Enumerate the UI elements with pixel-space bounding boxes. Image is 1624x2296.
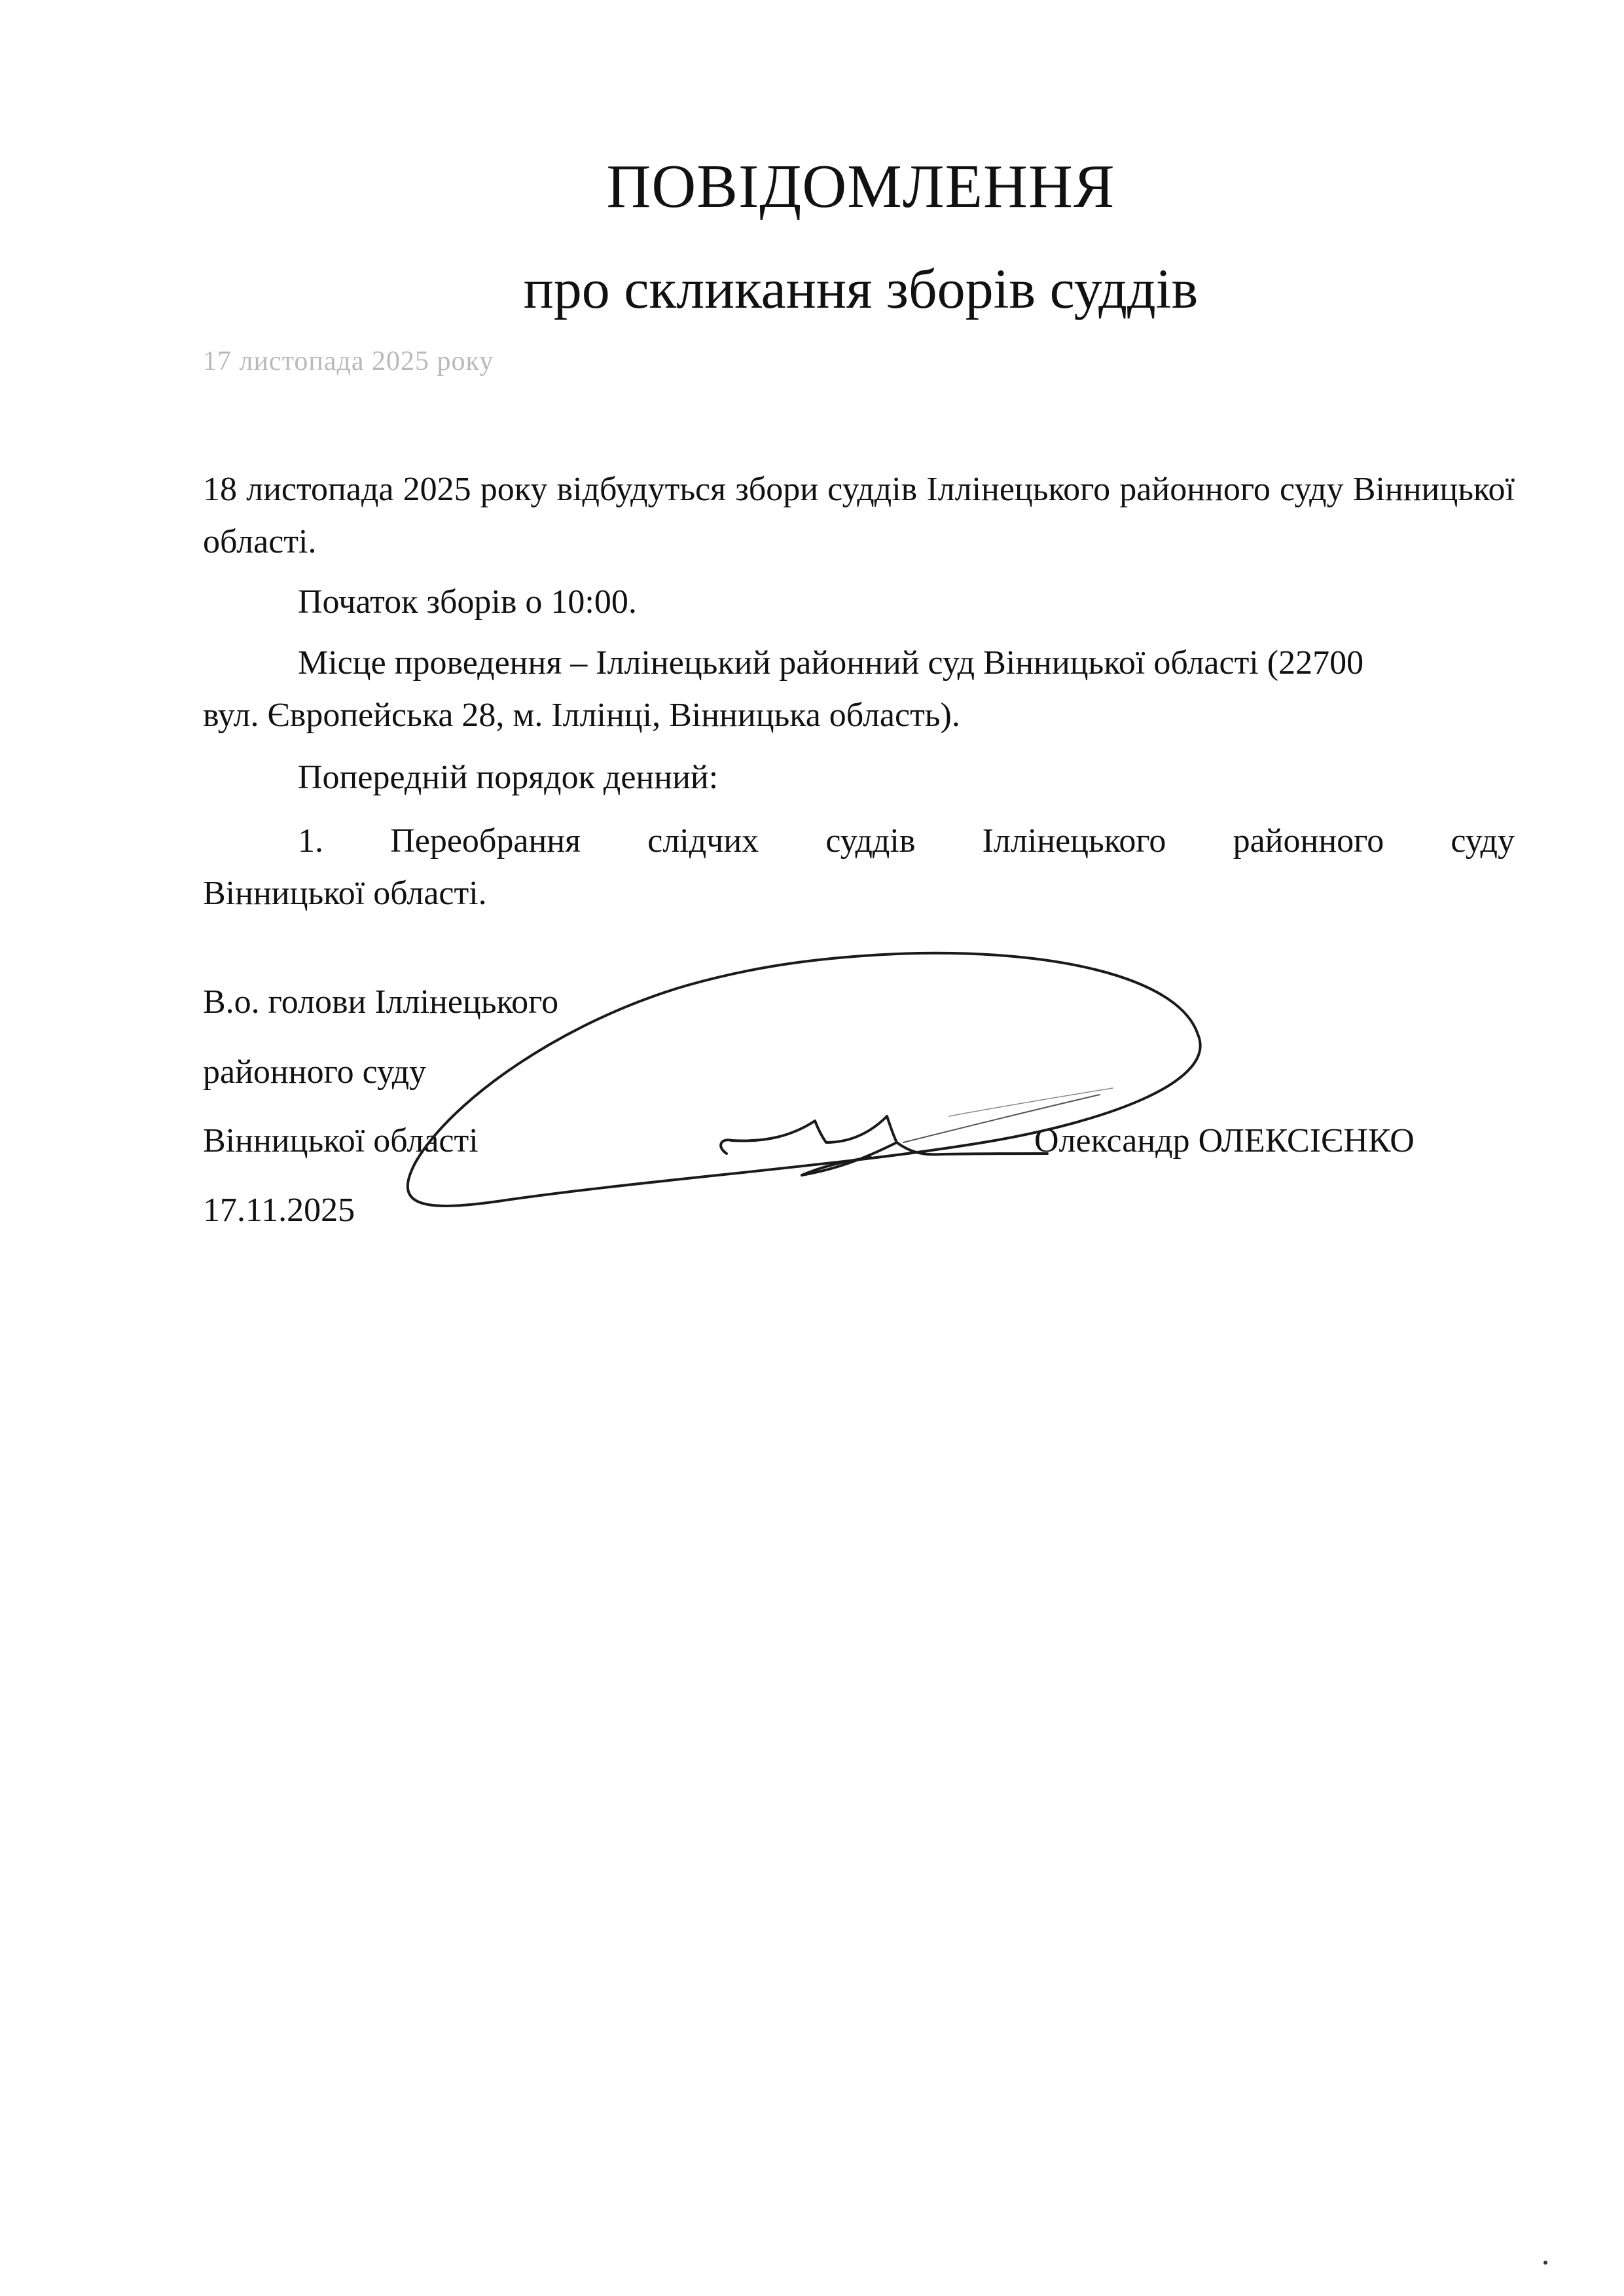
agenda-item-first-line [203,815,1515,867]
agenda-item-word: Переобрання [390,822,581,860]
venue-line-1: Місце проведення – Іллінецький районний суд Вінницької області (22700 [298,644,1364,682]
venue-line-2: вул. Європейська 28, м. Іллінці, Вінницька область). [203,697,960,734]
signer-position-line-2: районного суду [203,1053,427,1091]
signer-position-line-3: Вінницької області [203,1122,478,1159]
document-title: ПОВІДОМЛЕННЯ [606,153,1115,221]
agenda-item-number: 1. [298,822,323,860]
agenda-item-word: суддів [825,822,916,860]
paragraph-start-time: Початок зборів о 10:00. [298,583,637,621]
agenda-item-word: слідчих [647,822,759,860]
agenda-item-word: районного [1233,822,1384,860]
agenda-item-word: суду [1451,822,1515,860]
scan-speck [1543,2261,1547,2265]
paragraph-venue [203,637,1515,742]
document-subtitle: про скликання зборів суддів [523,257,1199,320]
paragraph-meeting-announcement: 18 листопада 2025 року відбудуться збори суддів Іллінецького районного суду Вінницької області. [203,471,1515,560]
signer-name: Олександр ОЛЕКСІЄНКО [1034,1122,1415,1159]
agenda-item [203,815,1515,920]
agenda-heading: Попередній порядок денний: [298,759,719,796]
agenda-item-continuation: Вінницької області. [203,875,487,912]
signed-date: 17.11.2025 [203,1192,355,1229]
posted-date-stamp: 17 листопада 2025 року [203,346,494,376]
agenda-item-word: Іллінецького [982,822,1166,860]
signer-position-line-1: В.о. голови Іллінецького [203,983,559,1021]
